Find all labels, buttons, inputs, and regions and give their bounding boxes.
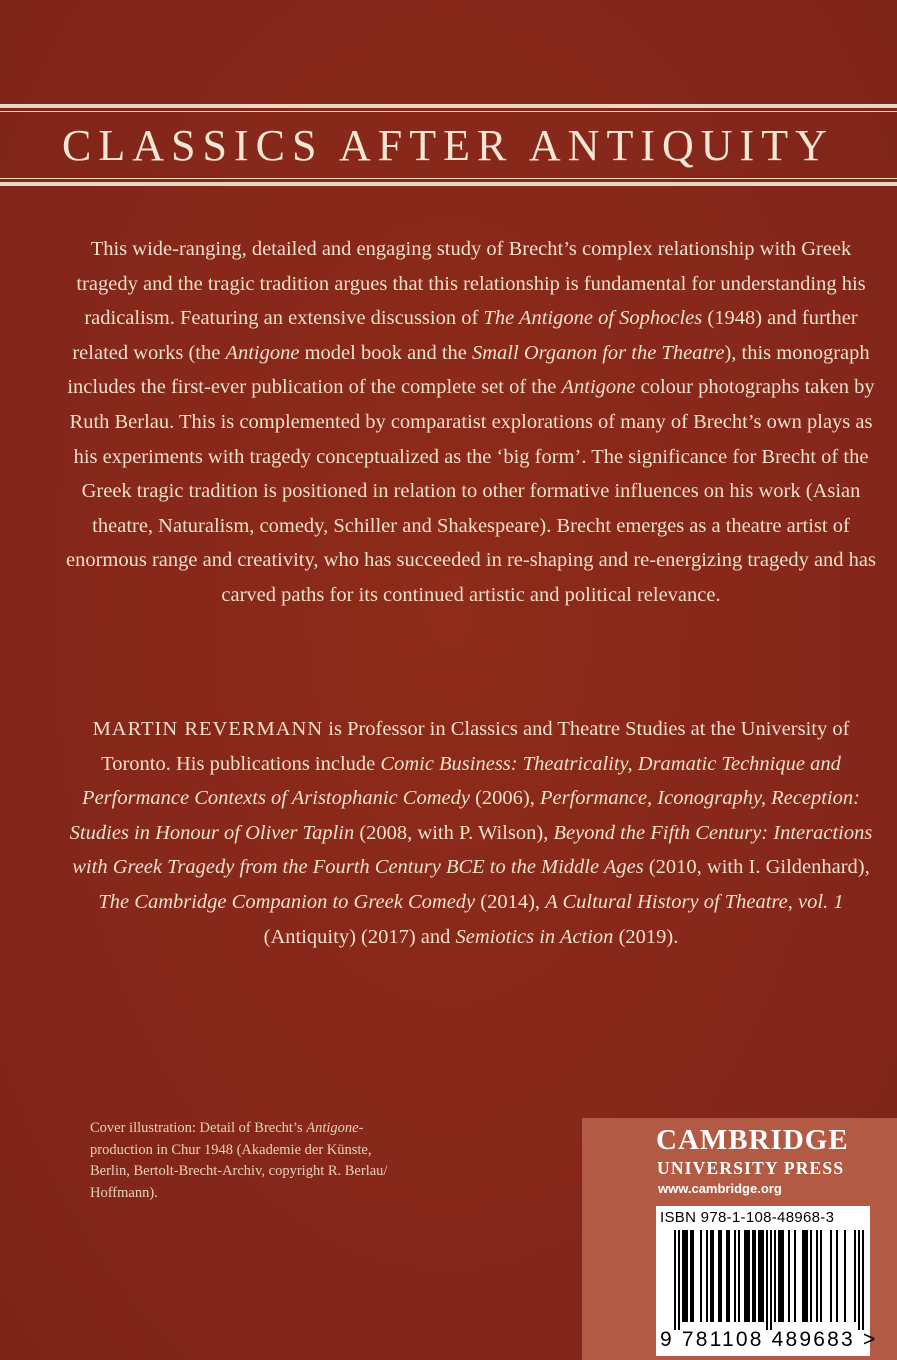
work-title: Small Organon for the Theatre [472,341,725,364]
barcode-bar [728,1230,730,1322]
cover-illustration-credit: Cover illustration: Detail of Brecht’s Antigone-production in Chur 1948 (Akademie der Künste, Berlin, Bertolt-Brecht-Archiv, copyright R. Berlau/ Hoffmann). [90,1120,388,1201]
barcode-bar [858,1230,860,1330]
barcode-bar [862,1230,864,1330]
barcode-bar [806,1230,808,1322]
barcode-bar [726,1230,728,1322]
publication-title: The Cambridge Companion to Greek Comedy [98,890,476,913]
barcode-bars [660,1230,866,1330]
publication-title: Beyond the Fifth Century: Interactions with Greek Tragedy from the Fourth Century BCE to the Middle Ages [72,821,873,879]
publication-title: Performance, Iconography, Reception: Studies in Honour of Oliver Taplin [69,787,860,844]
barcode-bar [752,1230,754,1322]
series-title: CLASSICS AFTER ANTIQUITY [62,121,834,170]
barcode-bar [816,1230,818,1322]
barcode-bar [748,1230,750,1322]
barcode-bar [780,1230,782,1322]
publication-title: Semiotics in Action [455,925,614,948]
barcode-bar [788,1230,790,1322]
barcode-bar [758,1230,760,1322]
barcode-bar [782,1230,784,1322]
barcode-bar [810,1230,812,1322]
barcode-bar [690,1230,692,1322]
bottom-rule-thin [0,178,897,179]
publisher-url: www.cambridge.org [658,1181,782,1196]
publication-title: Comic Business: Theatricality, Dramatic Technique and Performance Contexts of Aristophanic Comedy [82,752,841,810]
barcode-bar [684,1230,686,1322]
isbn-text: ISBN 978-1-108-48968-3 [660,1209,835,1226]
work-title: The Antigone of Sophocles [483,307,703,330]
barcode-bar [774,1230,776,1322]
bottom-rule-thick [0,182,897,186]
barcode-bar [718,1230,720,1322]
author-bio: MARTIN REVERMANN is Professor in Classics and Theatre Studies at the University of Toronto. His publications include Comic Business: Theatricality, Dramatic Technique and Performance Contexts of Aristophanic Comedy (2006), Performance, Iconography, Reception: Studies in Honour of Oliver Taplin (2008, with P. Wilson), Beyond the Fifth Century: Interactions with Greek Tragedy from the Fourth Century BCE to the Middle Ages (2010, with I. Gildenhard), The Cambridge Companion to Greek Comedy (2014), A Cultural History of Theatre, vol. 1 (Antiquity) (2017) and Semiotics in Action (2019). [69,718,873,948]
barcode-bar [770,1230,772,1330]
barcode-bar [700,1230,702,1322]
publisher-logo-name: CAMBRIDGE [656,1124,849,1156]
barcode-bar [754,1230,756,1322]
barcode-bar [678,1230,680,1330]
publication-title: A Cultural History of Theatre, vol. 1 [545,890,844,913]
barcode-digits: 9 781108 489683 > [660,1328,878,1351]
barcode-bar [744,1230,746,1322]
barcode-bar [674,1230,676,1330]
publisher-logo-subname: UNIVERSITY PRESS [657,1158,845,1178]
book-description: This wide-ranging, detailed and engaging study of Brecht’s complex relationship with Greek tragedy and the tragic tradition argues that this relationship is fundamental for understanding his radicalism. Featuring an extensive discussion of The Antigone of Sophocles (1948) and further related works (the Antigone model book and the Small Organon for the Theatre), this monograph includes the first-ever publication of the complete set of the Antigone colour photographs taken by Ruth Berlau. This is complemented by comparatist explorations of many of Brecht’s own plays as his experiments with tragedy conceptualized as the ‘big form’. The significance for Brecht of the Greek tragic tradition is positioned in relation to other formative influences on his work (Asian theatre, Naturalism, comedy, Schiller and Shakespeare). Brecht emerges as a theatre artist of enormous range and creativity, who has succeeded in re-shaping and re-energizing tragedy and has carved paths for its continued artistic and political relevance. [65,238,876,606]
barcode-bar [778,1230,780,1322]
barcode-bar [844,1230,846,1322]
barcode-bar [820,1230,822,1322]
barcode-bar [836,1230,838,1322]
work-title: Antigone [225,341,300,364]
barcode-bar [712,1230,714,1322]
barcode-bar [746,1230,748,1322]
author-name: MARTIN REVERMANN [92,718,324,740]
barcode-bar [706,1230,708,1322]
barcode-bar [762,1230,764,1322]
barcode-bar [854,1230,856,1322]
barcode-bar [686,1230,688,1322]
top-rule-thin [0,111,897,112]
barcode-bar [804,1230,806,1322]
barcode-bar [734,1230,736,1322]
barcode-bar [682,1230,684,1322]
top-rule-thick [0,104,897,108]
barcode-bar [802,1230,804,1322]
barcode-bar [692,1230,694,1322]
barcode-bar [766,1230,768,1330]
barcode-bar [720,1230,722,1322]
barcode-bar [738,1230,740,1322]
barcode-bar [710,1230,712,1322]
barcode-bar [760,1230,762,1322]
work-title: Antigone [561,376,636,399]
barcode-bar [830,1230,832,1322]
barcode-bar [794,1230,796,1322]
